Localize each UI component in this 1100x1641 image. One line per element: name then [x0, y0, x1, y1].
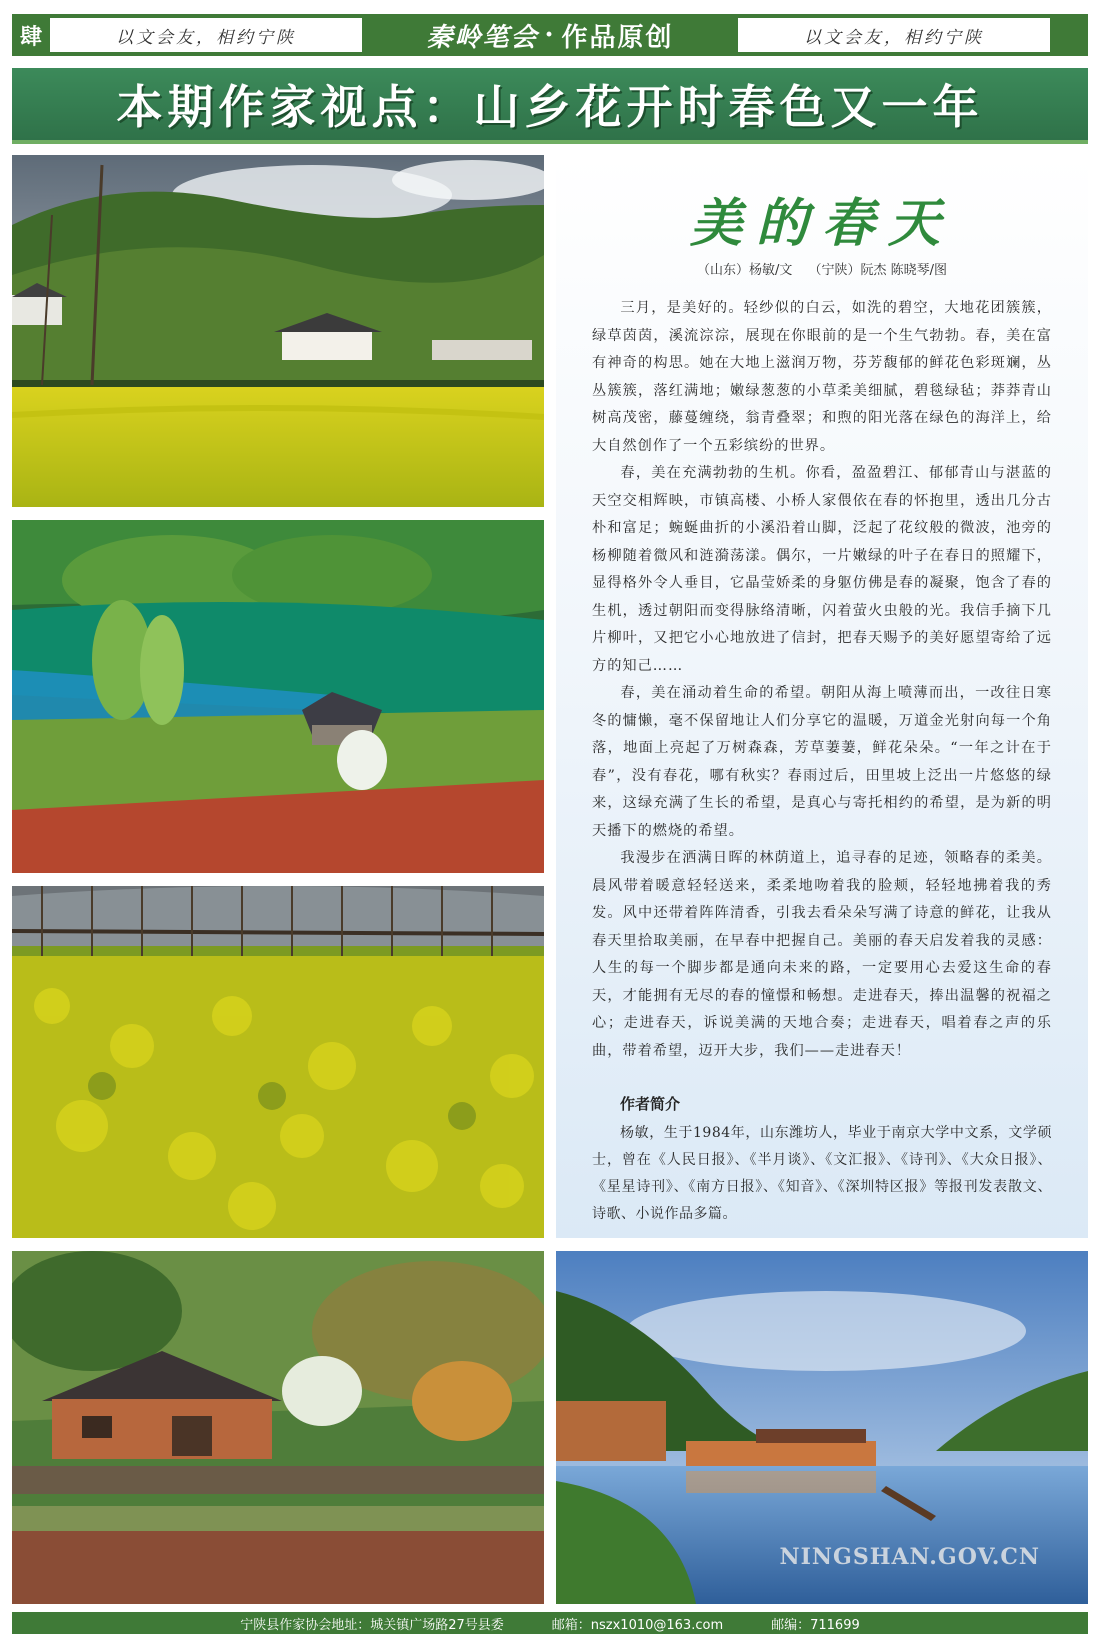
footer-address: 宁陕县作家协会地址：城关镇广场路27号县委 — [240, 1617, 504, 1633]
byline — [592, 259, 1052, 281]
photo-rapeseed-village — [12, 155, 544, 507]
author-bio-heading: 作者简介 — [620, 1095, 681, 1113]
photo-green-lake — [12, 520, 544, 873]
paragraph: 三月，是美好的。轻纱似的白云，如洗的碧空，大地花团簇簇，绿草茵茵，溪流淙淙，展现在你眼前的是一个生气勃勃。春，美在富有神奇的构思。她在大地上滋润万物，芬芳馥郁的鲜花色彩斑斓，丛丛簇簇，落红满地；嫩绿葱葱的小草柔美细腻，碧毯绿毡；莽莽青山树高茂密，藤蔓缠绕，翁青叠翠；和煦的阳光落在绿色的海洋上，给大自然创作了一个五彩缤纷的世界。 — [592, 300, 1052, 454]
photo-greenhouse-field — [12, 886, 544, 1238]
masthead-bar — [12, 14, 1088, 56]
article-body — [592, 295, 1052, 1065]
brand-separator: · — [544, 20, 556, 50]
author-bio: 杨敏，生于1984年，山东潍坊人，毕业于南京大学中文系，文学硕士，曾在《人民日报》、《半月谈》、《文汇报》、《诗刊》、《大众日报》、《星星诗刊》、《南方日报》、《知音》、《深圳特区报》等报刊发表散文、诗歌、小说作品多篇。 — [592, 1125, 1052, 1222]
brand-script: 秦岭笔会 — [426, 22, 539, 53]
paragraph: 我漫步在洒满日晖的林荫道上，追寻春的足迹，领略春的柔美。晨风带着暖意轻轻送来，柔柔地吻着我的脸颊，轻轻地拂着我的秀发。风中还带着阵阵清香，引我去看朵朵写满了诗意的鲜花，让我从春天里拾取美丽，在早春中把握自己。美丽的春天启发着我的灵感：人生的每一个脚步都是通向未来的路，一定要用心去爱这生命的春天，才能拥有无尽的春的憧憬和畅想。走进春天，捧出温馨的祝福之心；走进春天，诉说美满的天地合奏；走进春天，唱着春之声的乐曲，带着希望，迈开大步，我们——走进春天！ — [592, 850, 1052, 1059]
photo-lakeside-town — [556, 1251, 1088, 1604]
watermark: NINGSHAN.GOV.CN — [779, 1544, 1040, 1570]
paragraph: 春，美在充满勃勃的生机。你看，盈盈碧江、郁郁青山与湛蓝的天空交相辉映，市镇高楼、小桥人家偎依在春的怀抱里，透出几分古朴和富足；蜿蜒曲折的小溪沿着山脚，泛起了花纹般的微波，池旁的杨柳随着微风和涟漪荡漾。偶尔，一片嫩绿的叶子在春日的照耀下，显得格外令人垂目，它晶莹娇柔的身躯仿佛是春的凝聚，饱含了春的生机，透过朝阳而变得脉络清晰，闪着萤火虫般的光。我信手摘下几片柳叶，又把它小心地放进了信封，把春天赐予的美好愿望寄给了远方的知己…… — [592, 465, 1052, 674]
photo-rural-house — [12, 1251, 544, 1604]
issue-banner — [12, 68, 1088, 144]
article-panel — [556, 155, 1088, 1238]
slogan-right: 以文会友，相约宁陕 — [738, 18, 1050, 52]
byline-photographers: （宁陕）阮杰 陈晓琴/图 — [808, 263, 948, 278]
page-number: 肆 — [19, 24, 42, 50]
slogan-left: 以文会友，相约宁陕 — [50, 18, 362, 52]
article-title: 美的春天 — [689, 193, 954, 254]
footer-postcode: 邮编：711699 — [771, 1617, 860, 1633]
byline-author: （山东）杨敏/文 — [696, 263, 793, 278]
banner-title: 本期作家视点：山乡花开时春色又一年 — [116, 80, 984, 134]
brand-section: 作品原创 — [561, 22, 674, 53]
footer-bar — [12, 1612, 1088, 1634]
brand-title — [362, 17, 738, 54]
footer-email: 邮箱：nszx1010@163.com — [551, 1617, 724, 1633]
paragraph: 春，美在涌动着生命的希望。朝阳从海上喷薄而出，一改往日寒冬的慵懒，毫不保留地让人们分享它的温暖，万道金光射向每一个角落，地面上亮起了万树森森，芳草萋萋，鲜花朵朵。“一年之计在于春”，没有春花，哪有秋实？春雨过后，田里坡上泛出一片悠悠的绿来，这绿充满了生长的希望，是真心与寄托相约的希望，是为新的明天播下的燃烧的希望。 — [592, 685, 1052, 839]
